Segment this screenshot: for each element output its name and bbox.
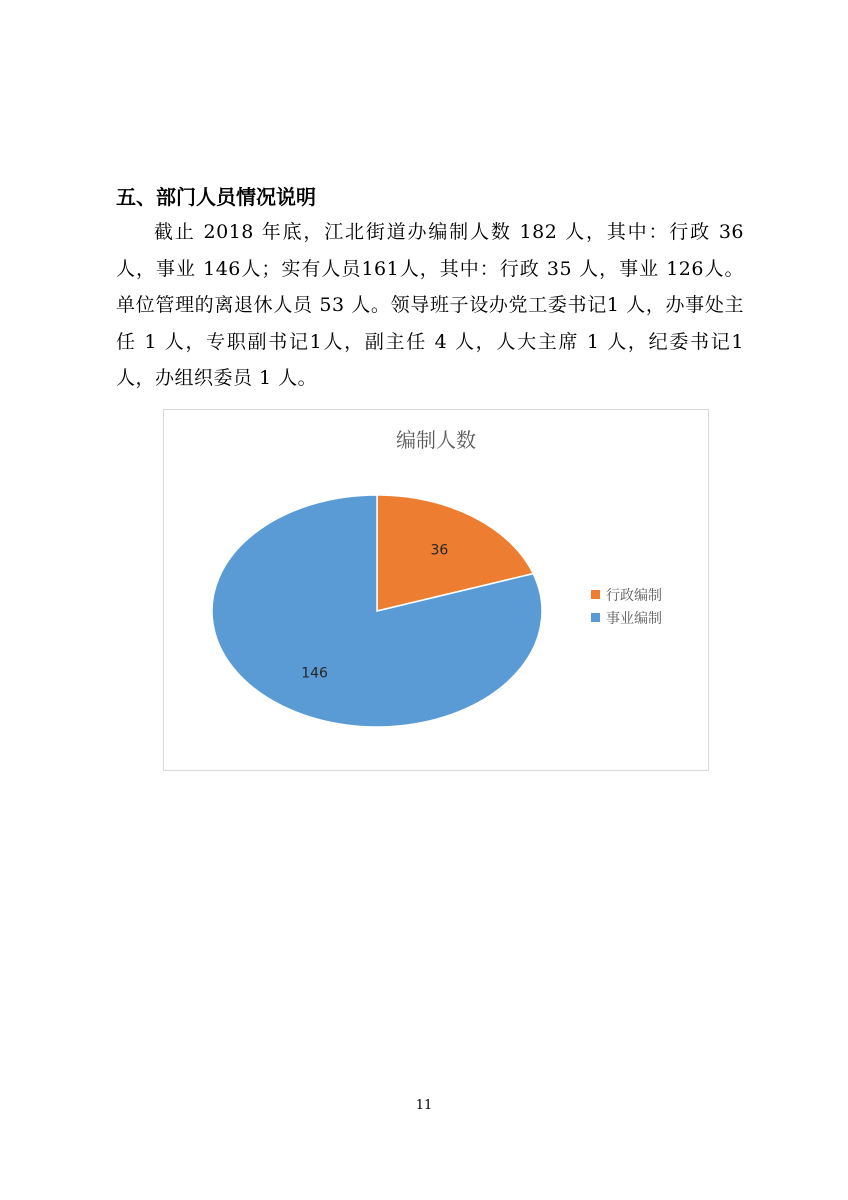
legend-swatch-institution <box>591 613 600 622</box>
legend-item-institution <box>591 606 662 629</box>
page-number: 11 <box>415 1098 433 1113</box>
chart-legend <box>591 583 662 629</box>
legend-item-admin <box>591 583 662 606</box>
legend-swatch-admin <box>591 590 600 599</box>
pie-chart <box>163 409 709 771</box>
section-heading: 五、部门人员情况说明 <box>116 185 316 209</box>
section-paragraph: 截止 2018 年底，江北街道办编制人数 182 人，其中：行政 36 人，事业 146人；实有人员161人，其中：行政 35 人，事业 126人。单位管理的离退休人员 53 人。领导班子设办党工委书记1 人，办事处主任 1 人，专职副书记1人，副主任 4 人，人大主席 1 人，纪委书记1 人，办组织委员 1 人。 <box>116 221 744 389</box>
pie-label-institution: 146 <box>301 665 328 682</box>
legend-label-admin: 行政编制 <box>606 587 662 604</box>
legend-label-institution: 事业编制 <box>606 610 662 627</box>
pie-label-admin: 36 <box>430 542 449 559</box>
chart-title: 编制人数 <box>396 428 476 452</box>
